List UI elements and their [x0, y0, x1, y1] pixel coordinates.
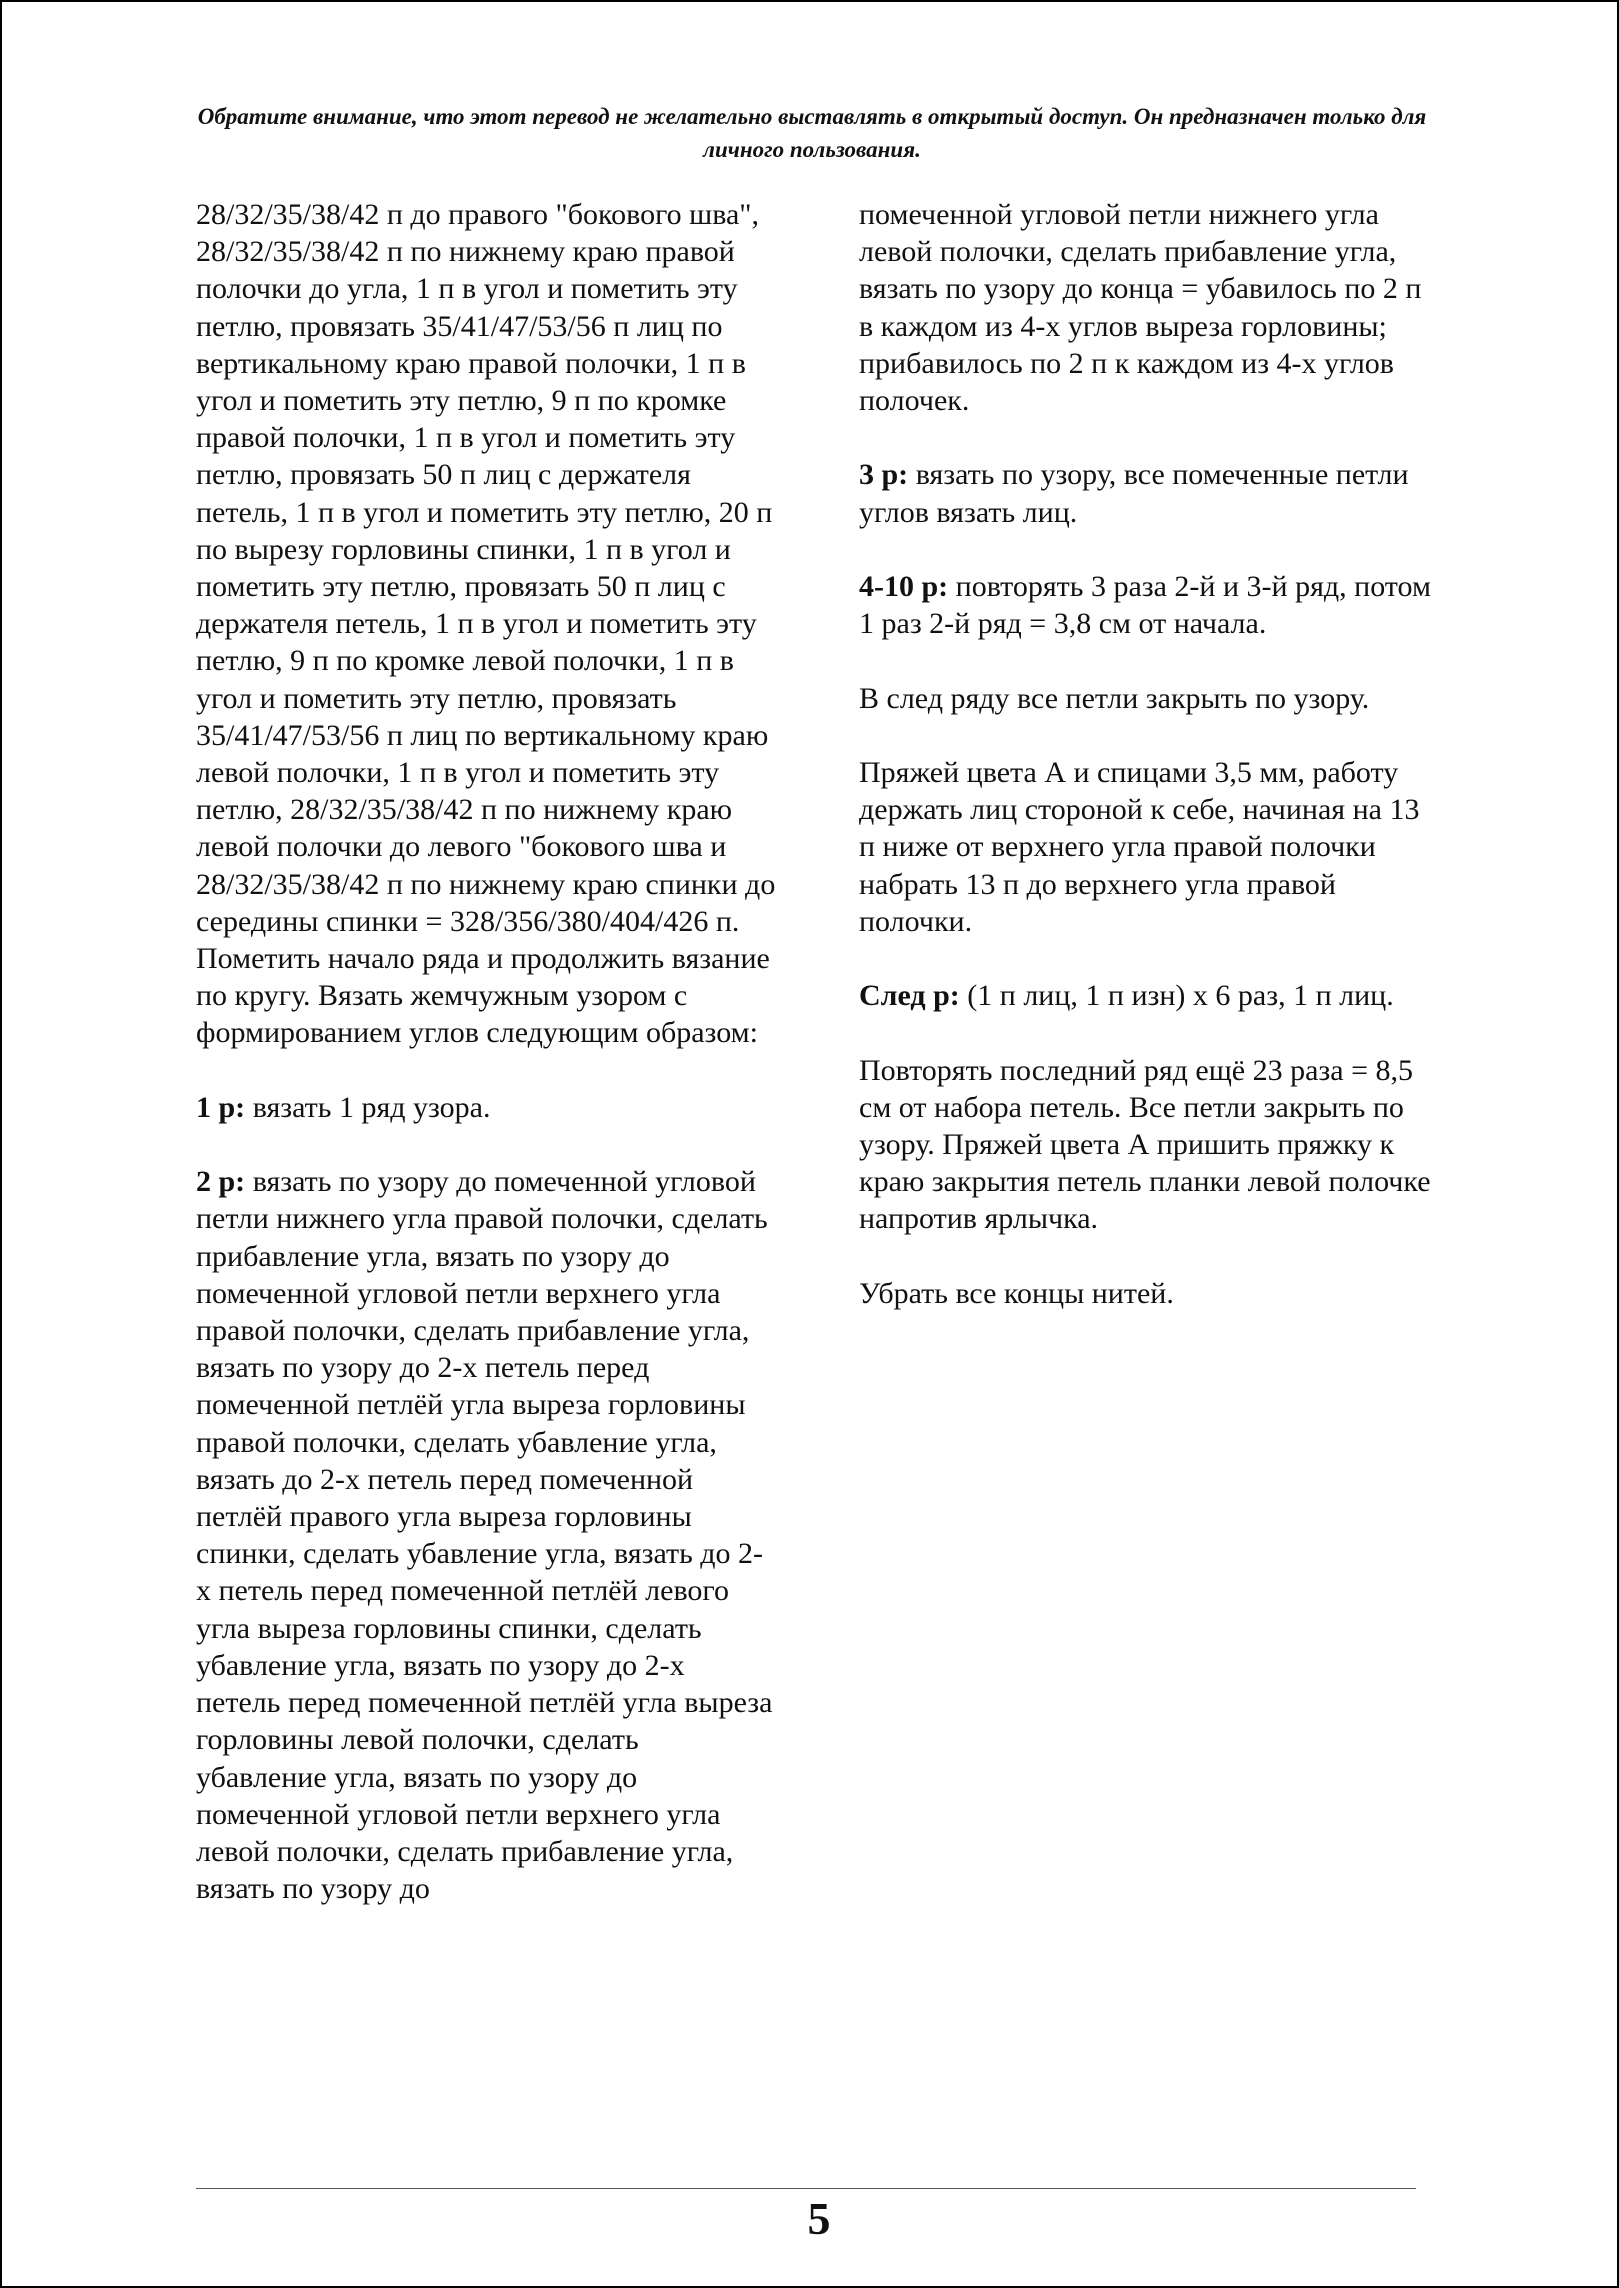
- row-text: вязать 1 ряд узора.: [245, 1090, 491, 1124]
- row-text: повторять 3 раза 2-й и 3-й ряд, потом 1 раз 2-й ряд = 3,8 см от начала.: [859, 570, 1431, 641]
- page-number: 5: [807, 2193, 831, 2244]
- header-note: Обратите внимание, что этот перевод не желательно выставлять в открытый доступ. Он предназначен только для личного пользования.: [197, 104, 1427, 162]
- row-label: 4-10 р:: [859, 570, 949, 603]
- paragraph-band-pickup: Пряжей цвета А и спицами 3,5 мм, работу держать лиц стороной к себе, начиная на 13 п ниже от верхнего угла правой полочки набрать 13 п до верхнего угла правой полочки.: [859, 755, 1420, 938]
- paragraph-row-3: [859, 456, 1434, 530]
- paragraph-row-2-continued: помеченной угловой петли нижнего угла левой полочки, сделать прибавление угла, вязать по узору до конца = убавилось по 2 п в каждом из 4-х углов выреза горловины; прибавилось по 2 п к каждом из 4-х углов полочек.: [859, 198, 1422, 418]
- row-label: 2 р:: [196, 1165, 246, 1199]
- row-text: вязать по узору до помеченной угловой петли нижнего угла правой полочки, сделать прибавление угла, вязать по узору до помеченной угловой петли верхнего угла правой полочки, сделать прибавление угла, вязать по узору до 2-х петель перед помеченной петлёй угла выреза горловины правой полочки, сделать убавление угла, вязать до 2-х петель перед помеченной петлёй правого угла выреза горловины спинки, сделать убавление угла, вязать до 2-х петель перед помеченной петлёй левого угла выреза горловины спинки, сделать убавление угла, вязать по узору до 2-х петель перед помеченной петлёй угла выреза горловины левой полочки, сделать убавление угла, вязать по узору до помеченной угловой петли верхнего угла левой полочки, сделать прибавление угла, вязать по узору до: [196, 1165, 773, 1906]
- paragraph-finish: Убрать все концы нитей.: [859, 1276, 1174, 1310]
- paragraph-row-2: [196, 1163, 776, 1907]
- left-column: [196, 196, 776, 1907]
- footer-divider: [196, 2188, 1416, 2189]
- row-label: След р:: [859, 979, 960, 1013]
- row-label: 1 р:: [196, 1090, 246, 1124]
- paragraph-bind-off: В след ряду все петли закрыть по узору.: [859, 681, 1370, 715]
- paragraph-next-row: [859, 977, 1434, 1014]
- paragraph-pickup-stitches: 28/32/35/38/42 п до правого "бокового шва", 28/32/35/38/42 п по нижнему краю правой полочки до угла, 1 п в угол и пометить эту петлю, провязать 35/41/47/53/56 п лиц по вертикальному краю правой полочки, 1 п в угол и пометить эту петлю, 9 п по кромке правой полочки, 1 п в угол и пометить эту петлю, провязать 50 п лиц с держателя петель, 1 п в угол и пометить эту петлю, 20 п по вырезу горловины спинки, 1 п в угол и пометить эту петлю, провязать 50 п лиц с держателя петель, 1 п в угол и пометить эту петлю, 9 п по кромке левой полочки, 1 п в угол и пометить эту петлю, провязать 35/41/47/53/56 п лиц по вертикальному краю левой полочки, 1 п в угол и пометить эту петлю, 28/32/35/38/42 п по нижнему краю левой полочки до левого "бокового шва и 28/32/35/38/42 п по нижнему краю спинки до середины спинки = 328/356/380/404/426 п. Пометить начало ряда и продолжить вязание по кругу. Вязать жемчужным узором с формированием углов следующим образом:: [196, 198, 776, 1050]
- paragraph-rows-4-10: [859, 568, 1434, 642]
- row-text: вязать по узору, все помеченные петли углов вязать лиц.: [859, 458, 1409, 529]
- row-text: (1 п лиц, 1 п изн) х 6 раз, 1 п лиц.: [959, 979, 1394, 1013]
- row-label: 3 р:: [859, 458, 909, 492]
- paragraph-row-1: [196, 1089, 776, 1126]
- paragraph-repeat: Повторять последний ряд ещё 23 раза = 8,5 см от набора петель. Все петли закрыть по узору. Пряжей цвета А пришить пряжку к краю закрытия петель планки левой полочке напротив ярлычка.: [859, 1053, 1431, 1236]
- right-column: [859, 196, 1434, 1349]
